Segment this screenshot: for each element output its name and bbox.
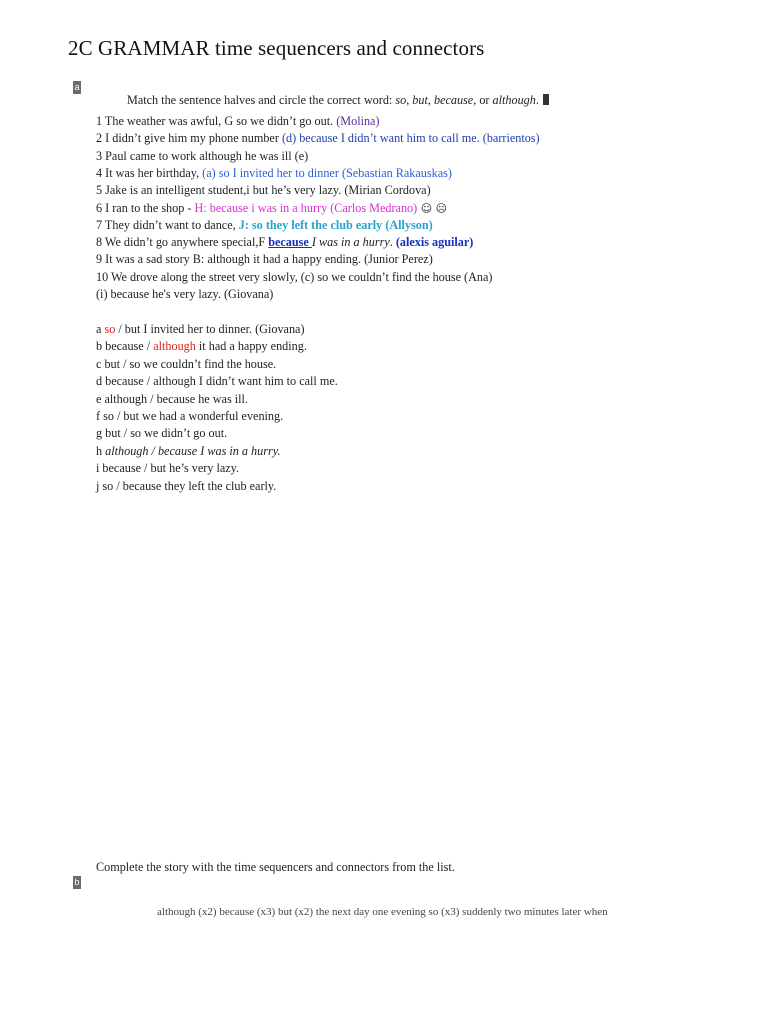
sentence-segment: 3 Paul came to work although he was ill (e)	[96, 148, 309, 163]
numbered-sentence	[96, 130, 540, 147]
numbered-sentence	[96, 251, 433, 268]
instruction-word: because	[433, 93, 474, 107]
sentence-segment: (d) because I didn’t want him to call me. (barrientos)	[281, 131, 540, 146]
sentence-segment: 2 I didn’t give him my phone number	[96, 131, 282, 146]
instruction-word: ,	[427, 93, 434, 107]
sentence-segment: (a) so I invited her to dinner (Sebastian Rakauskas)	[202, 165, 452, 180]
sentence-segment: / but I invited her to dinner. (Giovana)	[115, 322, 305, 336]
sentence-segment: so	[104, 322, 116, 336]
numbered-sentence	[96, 113, 380, 130]
sentence-segment: 7 They didn’t want to dance,	[96, 217, 239, 232]
sentence-segment: 9 It was a sad story B: although it had a happy ending. (Junior Perez)	[96, 252, 433, 267]
sentence-segment: e although / because he was ill.	[96, 391, 248, 406]
sentence-segment: 1 The weather was awful, G so we didn’t go out.	[96, 114, 337, 128]
lettered-sentence	[96, 391, 248, 408]
lettered-sentence	[96, 408, 283, 425]
sentence-segment: b because /	[96, 339, 154, 354]
sentence-segment: .	[389, 235, 396, 250]
lettered-sentence	[96, 443, 281, 460]
sentence-segment: g but / so we didn’t go out.	[96, 426, 228, 441]
section-a-instruction	[127, 93, 549, 108]
sentence-segment: d because / although I didn’t want him to call me.	[96, 374, 338, 389]
emoji-faces: ☺ ☹	[417, 201, 448, 215]
sentence-segment: 8 We didn’t go anywhere special,F	[96, 235, 269, 250]
numbered-sentence	[96, 286, 273, 303]
instruction-word: so	[395, 93, 407, 107]
section-b-marker: b	[74, 877, 80, 887]
sentence-segment: f so / but we had a wonderful evening.	[96, 409, 284, 423]
sentence-segment: although	[153, 339, 196, 354]
instruction-word: but	[412, 93, 428, 107]
sentence-segment: although / because I was in a hurry.	[105, 443, 281, 458]
sentence-segment: h	[96, 443, 106, 458]
sentence-segment: because	[268, 235, 312, 250]
page-title: 2C GRAMMAR time sequencers and connectors	[68, 36, 485, 60]
lettered-sentence	[96, 321, 305, 338]
sentence-segment: (Molina)	[336, 114, 380, 128]
instruction-word: , or	[473, 93, 493, 107]
sentence-segment: H: because i was in a hurry (Carlos Medrano)	[194, 200, 418, 215]
section-a-marker: a	[74, 82, 80, 92]
numbered-sentence	[96, 182, 431, 199]
sentence-segment: 5 Jake is an intelligent student,i but he’s very lazy. (Mirian Cordova)	[96, 183, 431, 198]
sentence-segment: a	[96, 322, 105, 336]
numbered-sentence	[96, 148, 308, 165]
sentence-segment: I was in a hurry	[311, 235, 390, 250]
sentence-segment: j so / because they left the club early.	[96, 478, 277, 493]
instruction-options	[395, 93, 539, 107]
numbered-sentence	[96, 200, 447, 217]
sentence-segment: 10 We drove along the street very slowly, (c) so we couldn’t find the house (Ana)	[96, 269, 493, 284]
instruction-text: Match the sentence halves and circle the correct word:	[127, 93, 396, 107]
instruction-word: ,	[406, 93, 413, 107]
numbered-sentence	[96, 165, 452, 182]
sentence-segment: c but / so we couldn’t find the house.	[96, 356, 277, 371]
sentence-segment: 6 I ran to the shop -	[96, 200, 195, 215]
lettered-sentence	[96, 338, 307, 355]
sentence-segment: J: so they left the club early (Allyson)	[238, 217, 433, 232]
word-list: although (x2) because (x3) but (x2) the next day one evening so (x3) suddenly two minutes later when	[157, 906, 608, 918]
lettered-sentence	[96, 478, 276, 495]
sentence-segment: it had a happy ending.	[195, 339, 307, 354]
numbered-sentence	[96, 234, 473, 251]
sentence-segment: (i) because he's very lazy. (Giovana)	[96, 287, 274, 301]
numbered-sentence	[96, 217, 433, 234]
numbered-sentence	[96, 269, 492, 286]
sentence-segment: 4 It was her birthday,	[96, 165, 203, 180]
instruction-word: .	[535, 93, 539, 107]
lettered-sentence	[96, 356, 276, 373]
sentence-segment: i because / but he’s very lazy.	[96, 461, 240, 476]
section-b-instruction: Complete the story with the time sequencers and connectors from the list.	[96, 860, 455, 874]
sentence-segment: (alexis aguilar)	[395, 235, 474, 250]
instruction-word: although	[492, 93, 536, 107]
lettered-sentence	[96, 425, 227, 442]
lettered-sentence	[96, 373, 338, 390]
cursor-marker	[543, 94, 549, 105]
lettered-sentence	[96, 460, 239, 477]
